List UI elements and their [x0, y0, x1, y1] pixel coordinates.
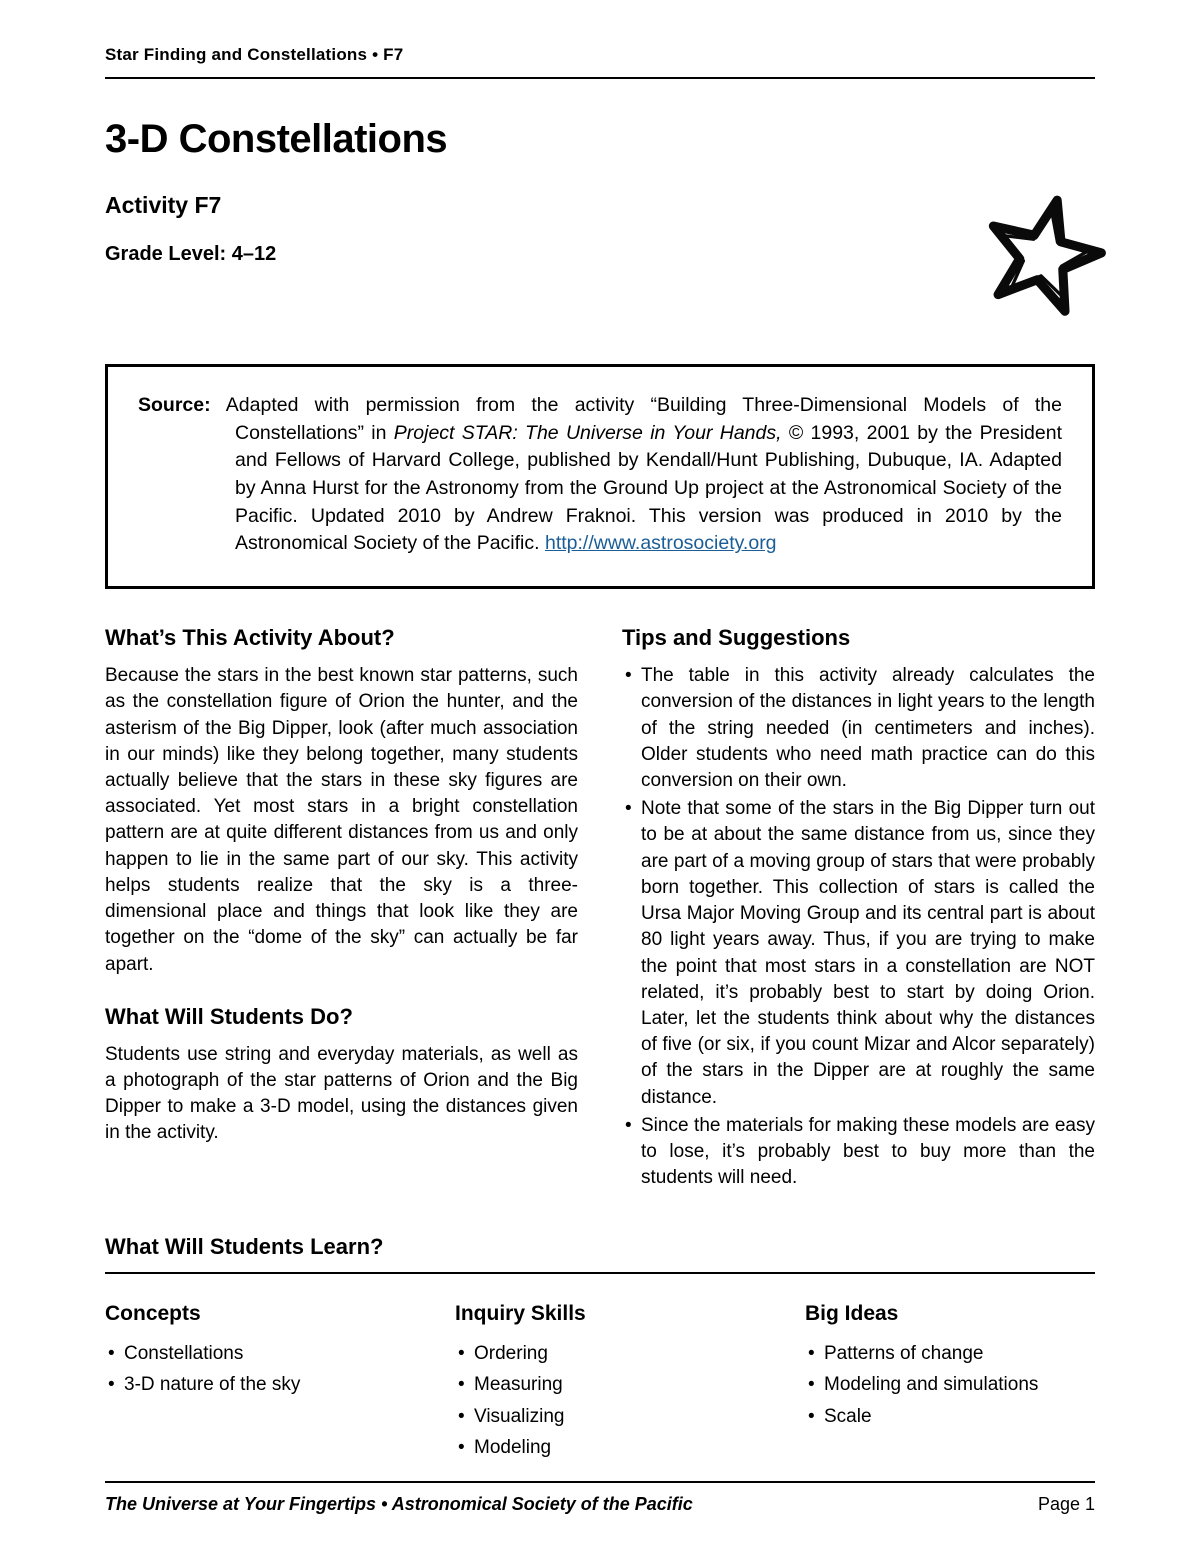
- concepts-item: • 3-D nature of the sky: [105, 1371, 455, 1399]
- activity-subtitle: Activity F7: [105, 192, 222, 218]
- page-number: Page 1: [1037, 1494, 1095, 1514]
- right-column: [622, 625, 1095, 1193]
- astrosociety-link[interactable]: http://www.astrosociety.org: [544, 532, 777, 555]
- left-column: [105, 625, 578, 1193]
- inquiry-skills-item: • Visualizing: [455, 1403, 805, 1431]
- source-label: Source:: [138, 394, 211, 416]
- concepts-heading: Concepts: [105, 1301, 201, 1325]
- big-ideas-heading: Big Ideas: [805, 1301, 899, 1325]
- big-ideas-column: [805, 1302, 1095, 1466]
- star-doodle-icon: [978, 192, 1108, 322]
- big-ideas-item: • Modeling and simulations: [805, 1371, 1095, 1399]
- tips-heading: Tips and Suggestions: [622, 625, 851, 651]
- source-paragraph: [138, 392, 1062, 558]
- tips-item: • Since the materials for making these models are easy to lose, it’s probably best to buy more than the students will need.: [622, 1113, 1095, 1192]
- page-footer: [105, 1481, 1095, 1515]
- learn-section: [105, 1234, 1095, 1466]
- inquiry-skills-item: • Ordering: [455, 1340, 805, 1368]
- learn-heading: What Will Students Learn?: [105, 1233, 384, 1259]
- students-do-heading: What Will Students Do?: [105, 1003, 353, 1029]
- page-title: 3-D Constellations: [105, 117, 448, 161]
- header-rule: [105, 77, 1095, 79]
- learn-rule: [105, 1272, 1095, 1274]
- inquiry-skills-item: • Modeling: [455, 1434, 805, 1462]
- learn-columns: [105, 1302, 1095, 1466]
- inquiry-skills-list: [455, 1340, 805, 1462]
- concepts-list: [105, 1340, 455, 1399]
- about-body: Because the stars in the best known star patterns, such as the constellation figure of Orion the hunter, and the asterism of the Big Dipper, look (after much association in our minds) like they belong together, many students actually believe that the stars in these sky figures are associated. Yet most stars in a bright constellation pattern are at quite different distances from us and only happen to lie in the same part of our sky. This activity helps students realize that the sky is a three-dimensional place and things that look like they are together on the “dome of the sky” can actually be far apart.: [105, 665, 578, 975]
- about-heading: What’s This Activity About?: [105, 625, 395, 651]
- tips-item: • Note that some of the stars in the Big Dipper turn out to be at about the same distance from us, since they are part of a moving group of stars that were probably born together. This collection of stars is called the Ursa Major Moving Group and its central part is about 80 light years away. Thus, if you are trying to make the point that most stars in a constellation are NOT related, it’s probably best to start by doing Orion. Later, let the students think about why the distances of five (or six, if you count Mizar and Alcor separately) of the stars in the Dipper are at roughly the same distance.: [622, 796, 1095, 1111]
- big-ideas-list: [805, 1340, 1095, 1431]
- inquiry-skills-column: [455, 1302, 805, 1466]
- tips-list: [622, 663, 1095, 1191]
- inquiry-skills-heading: Inquiry Skills: [455, 1301, 586, 1325]
- inquiry-skills-item: • Measuring: [455, 1371, 805, 1399]
- tips-item: • The table in this activity already calculates the conversion of the distances in light years to the length of the string needed (in centimeters and inches). Older students who need math practice can do this conversion on their own.: [622, 663, 1095, 794]
- running-header: Star Finding and Constellations • F7: [105, 45, 404, 64]
- grade-level: Grade Level: 4–12: [105, 243, 277, 265]
- source-text-1: Adapted with permission from the activity “Building Three-Dimensional Models of the Constellations” in: [210, 394, 1062, 444]
- students-do-body: Students use string and everyday materials, as well as a photograph of the star patterns of Orion and the Big Dipper to make a 3-D model, using the distances given in the activity.: [105, 1043, 578, 1144]
- main-columns: [105, 625, 1095, 1193]
- source-box: [105, 364, 1095, 589]
- source-book-title: Project STAR: The Universe in Your Hands,: [393, 421, 782, 444]
- big-ideas-item: • Patterns of change: [805, 1340, 1095, 1368]
- footer-credit: The Universe at Your Fingertips • Astronomical Society of the Pacific: [105, 1494, 693, 1514]
- big-ideas-item: • Scale: [805, 1403, 1095, 1431]
- concepts-column: [105, 1302, 455, 1466]
- concepts-item: • Constellations: [105, 1340, 455, 1368]
- source-text-2: © 1993, 2001 by the President and Fellows of Harvard College, published by Kendall/Hunt Publishing, Dubuque, IA. Adapted by Anna Hurst for the Astronomy from the Ground Up project at the Astronomical Society of the Pacific. Updated 2010 by Andrew Fraknoi. This version was produced in 2010 by the Astronomical Society of the Pacific.: [235, 421, 1062, 555]
